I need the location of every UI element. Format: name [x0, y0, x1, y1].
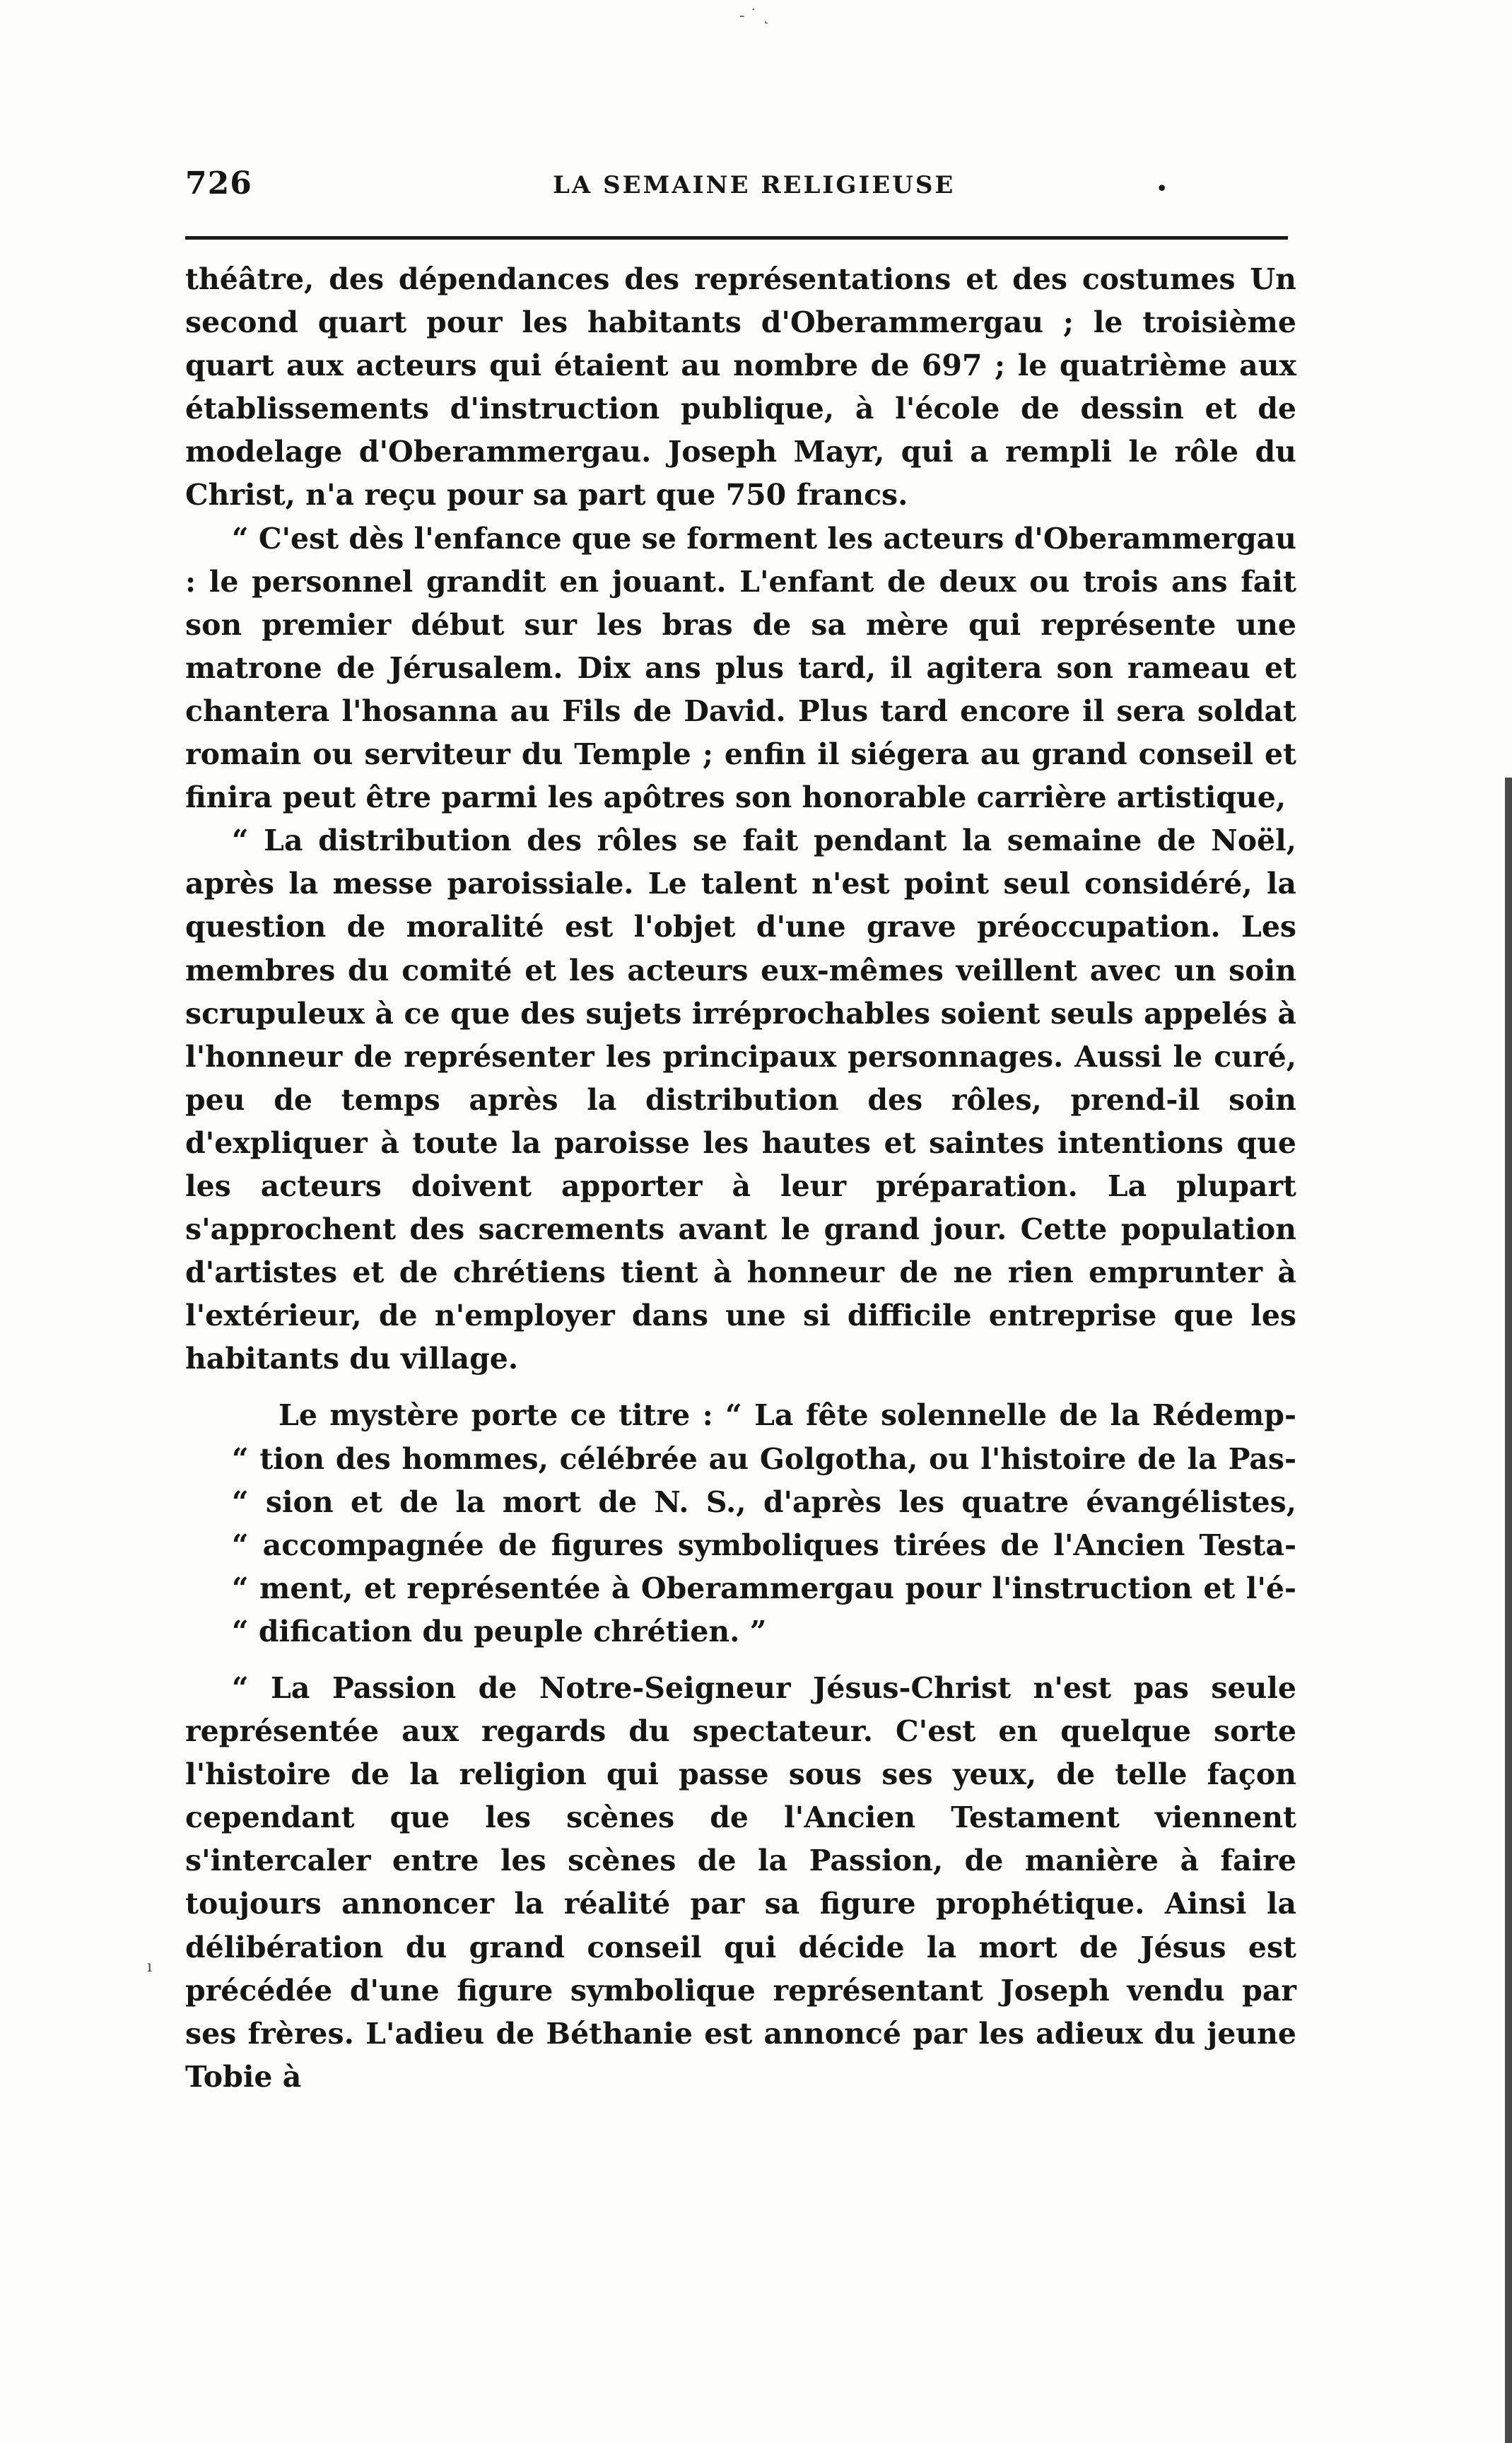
header-mark: • [1156, 178, 1168, 199]
paragraph-1: théâtre, des dépendances des représentations et des costumes Un second quart pour les habitants d'Oberammergau ; le troisième quart aux acteurs qui étaient au nombre de 697 ; le quatrième aux établissements d'instruction publique, à l'école de dessin et de modelage d'Oberammergau. Joseph Mayr, qui a rempli le rôle du Christ, n'a reçu pour sa part que 750 francs. [185, 262, 1296, 512]
title-quote-line: “ tion des hommes, célébrée au Golgotha, ou l'histoire de la Pas- [232, 1441, 1296, 1476]
page-number: 726 [185, 165, 252, 201]
title-quote-line: “ dification du peuple chrétien. ” [232, 1614, 767, 1648]
scan-edge-shadow [1505, 778, 1512, 2443]
title-quote [185, 1394, 1296, 1653]
title-quote-line: “ sion et de la mort de N. S., d'après les quatre évangélistes, [232, 1484, 1296, 1519]
title-quote-line: “ ment, et représentée à Oberammergau pour l'instruction et l'é- [232, 1571, 1296, 1605]
body-text [185, 258, 1296, 2099]
header-rule [185, 236, 1288, 240]
paragraph-3: “ La distribution des rôles se fait pendant la semaine de Noël, après la messe paroissiale. Le talent n'est point seul considéré, la question de moralité est l'objet d'une grave préoccupation. Les membres du comité et les acteurs eux-mêmes veillent avec un soin scrupuleux à ce que des sujets irréprochables soient seuls appelés à l'honneur de représenter les principaux personnages. Aussi le curé, peu de temps après la distribution des rôles, prend-il soin d'expliquer à toute la paroisse les hautes et saintes intentions que les acteurs doivent apporter à leur préparation. La plupart s'approchent des sacrements avant le grand jour. Cette population d'artistes et de chrétiens tient à honneur de ne rien emprunter à l'extérieur, de n'employer dans une si difficile entreprise que les habitants du village. [185, 824, 1296, 1376]
title-quote-line: Le mystère porte ce titre : “ La fête solennelle de la Rédemp- [279, 1398, 1296, 1433]
scan-speck: ı [147, 1958, 153, 1976]
title-quote-line: “ accompagnée de figures symboliques tirées de l'Ancien Testa- [232, 1528, 1296, 1562]
running-head: LA SEMAINE RELIGIEUSE [553, 171, 956, 199]
paragraph-final: “ La Passion de Notre-Seigneur Jésus-Christ n'est pas seule représentée aux regards du spectateur. C'est en quelque sorte l'histoire de la religion qui passe sous ses yeux, de telle façon cependant que les scènes de l'Ancien Testament viennent s'intercaler entre les scènes de la Passion, de manière à faire toujours annoncer la réalité par sa figure prophétique. Ainsi la délibération du grand conseil qui décide la mort de Jésus est précédée d'une figure symbolique représentant Joseph vendu par ses frères. L'adieu de Béthanie est annoncé par les adieux du jeune Tobie à [185, 1671, 1296, 2094]
paragraph-2: “ C'est dès l'enfance que se forment les acteurs d'Oberammergau : le personnel grandit en jouant. L'enfant de deux ou trois ans fait son premier début sur les bras de sa mère qui représente une matrone de Jérusalem. Dix ans plus tard, il agitera son rameau et chantera l'hosanna au Fils de David. Plus tard encore il sera soldat romain ou serviteur du Temple ; enfin il siégera au grand conseil et finira peut être parmi les apôtres son honorable carrière artistique, [185, 521, 1296, 815]
page-header [185, 165, 1288, 215]
scan-speck: - ˙ ˛ [739, 7, 770, 25]
